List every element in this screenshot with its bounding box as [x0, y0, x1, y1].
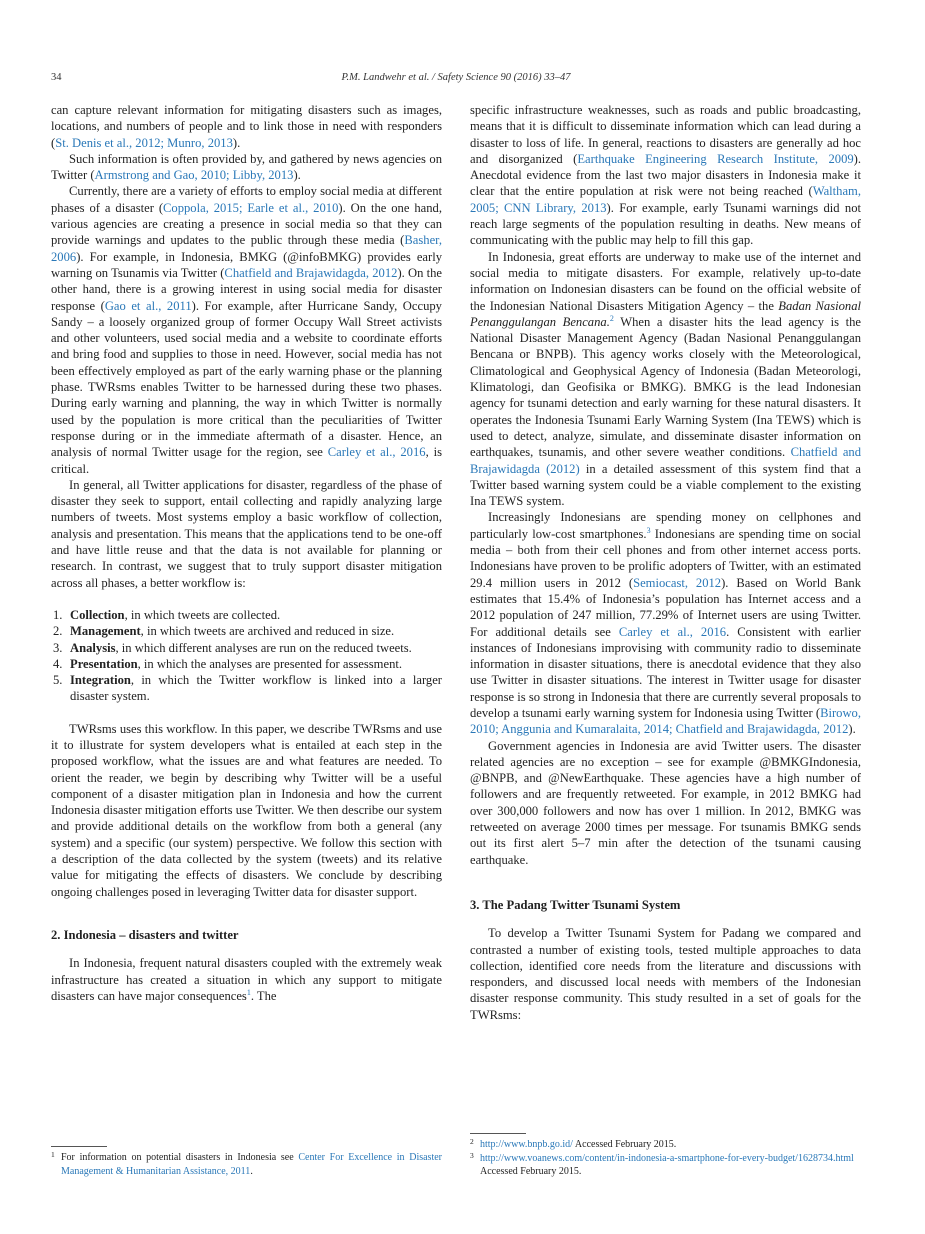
- right-column: [470, 102, 861, 1023]
- footnote: 2 http://www.bnpb.go.id/ Accessed February 2015.: [470, 1137, 677, 1150]
- running-header: [51, 72, 861, 88]
- section-heading: 2. Indonesia – disasters and twitter: [51, 927, 239, 942]
- citation-link[interactable]: Carley et al., 2016: [327, 445, 426, 460]
- paragraph: can capture relevant information for mitigating disasters such as images, locations, and numbers of people and to link those in need with responders (St. Denis et al., 2012; Munro, 2013).: [51, 103, 442, 150]
- citation-link[interactable]: Carley et al., 2016: [618, 624, 727, 639]
- footnote-rule: [51, 1146, 107, 1147]
- workflow-list: [51, 607, 442, 705]
- journal-citation: P.M. Landwehr et al. / Safety Science 90 (2016) 33–47: [341, 72, 571, 83]
- page-number: 34: [51, 72, 62, 83]
- footnote-marker[interactable]: 2: [609, 313, 614, 323]
- footnote-rule: [470, 1133, 526, 1134]
- paragraph: To develop a Twitter Tsunami System for Padang we compared and contrasted a number of existing tools, tested multiple approaches to data collection, identified core needs from the literature and discussions with responders, and discussed local needs with members of the Indonesian disaster response community. This study resulted in a set of goals for the TWRsms:: [470, 926, 861, 1022]
- list-item: 2. Management, in which tweets are archived and reduced in size.: [53, 624, 395, 639]
- citation-link[interactable]: Earthquake Engineering Research Institute, 2009: [577, 151, 854, 166]
- footnote-url-link[interactable]: http://www.voanews.com/content/in-indonesia-a-smartphone-for-every-budget/1628734.html: [480, 1152, 854, 1164]
- citation-link[interactable]: Coppola, 2015; Earle et al., 2010: [163, 200, 339, 215]
- paragraph: Such information is often provided by, and gathered by news agencies on Twitter (Armstrong and Gao, 2010; Libby, 2013).: [51, 151, 442, 183]
- list-item: 1. Collection, in which tweets are collected.: [53, 607, 281, 622]
- citation-link[interactable]: St. Denis et al., 2012; Munro, 2013: [55, 135, 233, 150]
- paragraph: In Indonesia, great efforts are underway to make use of the internet and social media to mitigate disasters. For example, relatively up-to-date information on Indonesian disasters can be found on the official website of the Indonesian National Disasters Mitigation Agency – the Badan Nasional Penanggulangan Bencana.$^2$ When a disaster hits the lead agency is the National Disaster Management Agency (Badan Nasional Penanggulangan Bencana or BNPB). This agency works closely with the Meteorological, Climatological and Geophysical Agency of Indonesia (Badan Meteorologi, Klimatologi, dan Geofisika or BMKG). BMKG is the lead Indonesian agency for tsunami detection and early warning for these natural disasters. It operates the Indonesia Tsunami Early Warning System (Ina TEWS) which is used to detect, analyze, simulate, and disseminate disaster information on earthquakes, tsunamis, and other severe weather conditions. Chatfield and Brajawidagda (2012) in a detailed assessment of this system find that a Twitter based warning system could be a viable complement to the existing Ina TEWS system.: [470, 249, 862, 509]
- paragraph: TWRsms uses this workflow. In this paper, we describe TWRsms and use it to illustrate for system developers what is entailed at each step in the proposed workflow, what the issues are and what features are needed. To orient the reader, we begin by describing why Twitter will be a useful component of a disaster mitigation plan in Indonesia and how the current Indonesia disaster mitigation efforts use Twitter. We then describe our system and provide additional details on the workflow from both a general (any system) and a specific (our system) perspective. We follow this section with a description of the data collected by the system (tweets) and its relative value for mitigating the effects of disasters. We conclude by describing ongoing challenges posed in leveraging Twitter data for disaster support.: [51, 721, 442, 899]
- footnote: 3 http://www.voanews.com/content/in-indonesia-a-smartphone-for-every-budget/1628734.html Accessed February 2015.: [470, 1150, 854, 1177]
- paragraph: In Indonesia, frequent natural disasters coupled with the extremely weak infrastructure has created a situation in which any support to mitigate disasters can have major consequences$^1$. The: [51, 956, 442, 1003]
- citation-link[interactable]: Armstrong and Gao, 2010; Libby, 2013: [94, 168, 294, 183]
- citation-link[interactable]: Center For Excellence in Disaster Management & Humanitarian Assistance, 2011: [61, 1152, 442, 1177]
- paragraph: Government agencies in Indonesia are avid Twitter users. The disaster related agencies are no exception – see for example @BMKGIndonesia, @BNPB, and @NewEarthquake. These agencies have a high number of followers and are frequently retweeted. For example, in 2012 BMKG had over 300,000 followers and now has over 1 million. In 2012, BMKG was retweeted on average 2000 times per message. For tsunamis BMKG sends out its first alert 5–7 min after the detection of the tsunami causing earthquake.: [470, 738, 861, 867]
- footnote: 1 For information on potential disasters in Indonesia see Center For Excellence in Disaster Management & Humanitarian Assistance, 2011.: [51, 1150, 442, 1177]
- citation-link[interactable]: Chatfield and Brajawidagda (2012): [470, 445, 862, 476]
- footnotes-left: [51, 1146, 442, 1178]
- citation-link[interactable]: Birowo, 2010; Anggunia and Kumaralaita, 2014; Chatfield and Brajawidagda, 2012: [470, 705, 861, 737]
- citation-link[interactable]: Semiocast, 2012: [633, 575, 722, 590]
- citation-link[interactable]: Basher, 2006: [51, 233, 442, 264]
- paragraph: Increasingly Indonesians are spending money on cellphones and particularly low-cost smartphones.$^3$ Indonesians are spending time on social media – both from their cell phones and from other internet access ports. Indonesians have proven to be prolific adopters of Twitter, with an estimated 29.4 million users in 2012 (Semiocast, 2012). Based on World Bank estimates that 15.4% of Indonesia’s population has Internet access and a 2012 population of 247 million, 77.29% of Internet users are using Twitter. For additional details see Carley et al., 2016. Consistent with earlier instances of Indonesians improvising with community radio to disseminate information in disaster situations, there is anecdotal evidence that they also use Twitter in disaster situations. The interest in Twitter usage for disaster response is so strong in Indonesia that there are currently several proposals to develop a tsunami early warning system for Indonesia using Twitter (Birowo, 2010; Anggunia and Kumaralaita, 2014; Chatfield and Brajawidagda, 2012).: [470, 510, 862, 737]
- citation-link[interactable]: Gao et al., 2011: [104, 298, 192, 313]
- section-heading: 3. The Padang Twitter Tsunami System: [470, 897, 681, 912]
- footnotes-right: [470, 1133, 861, 1179]
- citation-link[interactable]: Waltham, 2005; CNN Library, 2013: [470, 184, 861, 215]
- list-item: 4. Presentation, in which the analyses are presented for assessment.: [53, 656, 403, 671]
- citation-link[interactable]: Chatfield and Brajawidagda, 2012: [224, 265, 398, 280]
- paragraph: Currently, there are a variety of efforts to employ social media at different phases of a disaster (Coppola, 2015; Earle et al., 2010). On the one hand, various agencies are creating a presence in social media so that they can provide warnings and updates to the public through these media (Basher, 2006). For example, in Indonesia, BMKG (@infoBMKG) provides early warning on Tsunamis via Twitter (Chatfield and Brajawidagda, 2012). On the other hand, there is a growing interest in using social media for disaster response (Gao et al., 2011). For example, after Hurricane Sandy, Occupy Sandy – a loosely organized group of former Occupy Wall Street activists and other volunteers, used social media and a website to coordinate efforts and bring food and supplies to those in need. However, social media has not been effectively employed as part of the early warning phase or the planning phase. TWRsms enables Twitter to be harnessed during these two phases. During early warning and planning, the way in which Twitter is normally used by the population is more critical than the peculiarities of Twitter response during or in the immediate aftermath of a disaster. Hence, an analysis of normal Twitter usage for the region, see Carley et al., 2016, is critical.: [51, 184, 443, 476]
- list-item: 5. Integration, in which the Twitter workflow is linked into a larger disaster system.: [53, 673, 442, 704]
- list-item: 3. Analysis, in which different analyses are run on the reduced tweets.: [53, 640, 412, 655]
- footnote-marker[interactable]: 3: [646, 525, 651, 535]
- paragraph: In general, all Twitter applications for disaster, regardless of the phase of disaster they seek to support, entail collecting and rapidly analyzing large numbers of tweets. Most systems employ a basic workflow of collection, analysis and presentation. This means that the applications tend to be one-off and have little reuse and that the data is not available for planning or research. In contrast, we suggest that to truly support disaster mitigation across all phases, a better workflow is:: [51, 477, 442, 590]
- footnote-marker[interactable]: 1: [246, 987, 251, 997]
- left-column: [51, 102, 442, 1004]
- footnote-url-link[interactable]: http://www.bnpb.go.id/: [480, 1139, 573, 1150]
- paragraph: specific infrastructure weaknesses, such as roads and public broadcasting, means that it is difficult to disseminate information which can lead during a disaster to loss of life. In general, reactions to disasters are generally ad hoc and disorganized (Earthquake Engineering Research Institute, 2009). Anecdotal evidence from the last two major disasters in Indonesia make it clear that the entire population at risk were not being reached (Waltham, 2005; CNN Library, 2013). For example, early Tsunami warnings did not reach large segments of the population resulting in deaths. New means of communicating with the public may help to fill this gap.: [470, 103, 862, 248]
